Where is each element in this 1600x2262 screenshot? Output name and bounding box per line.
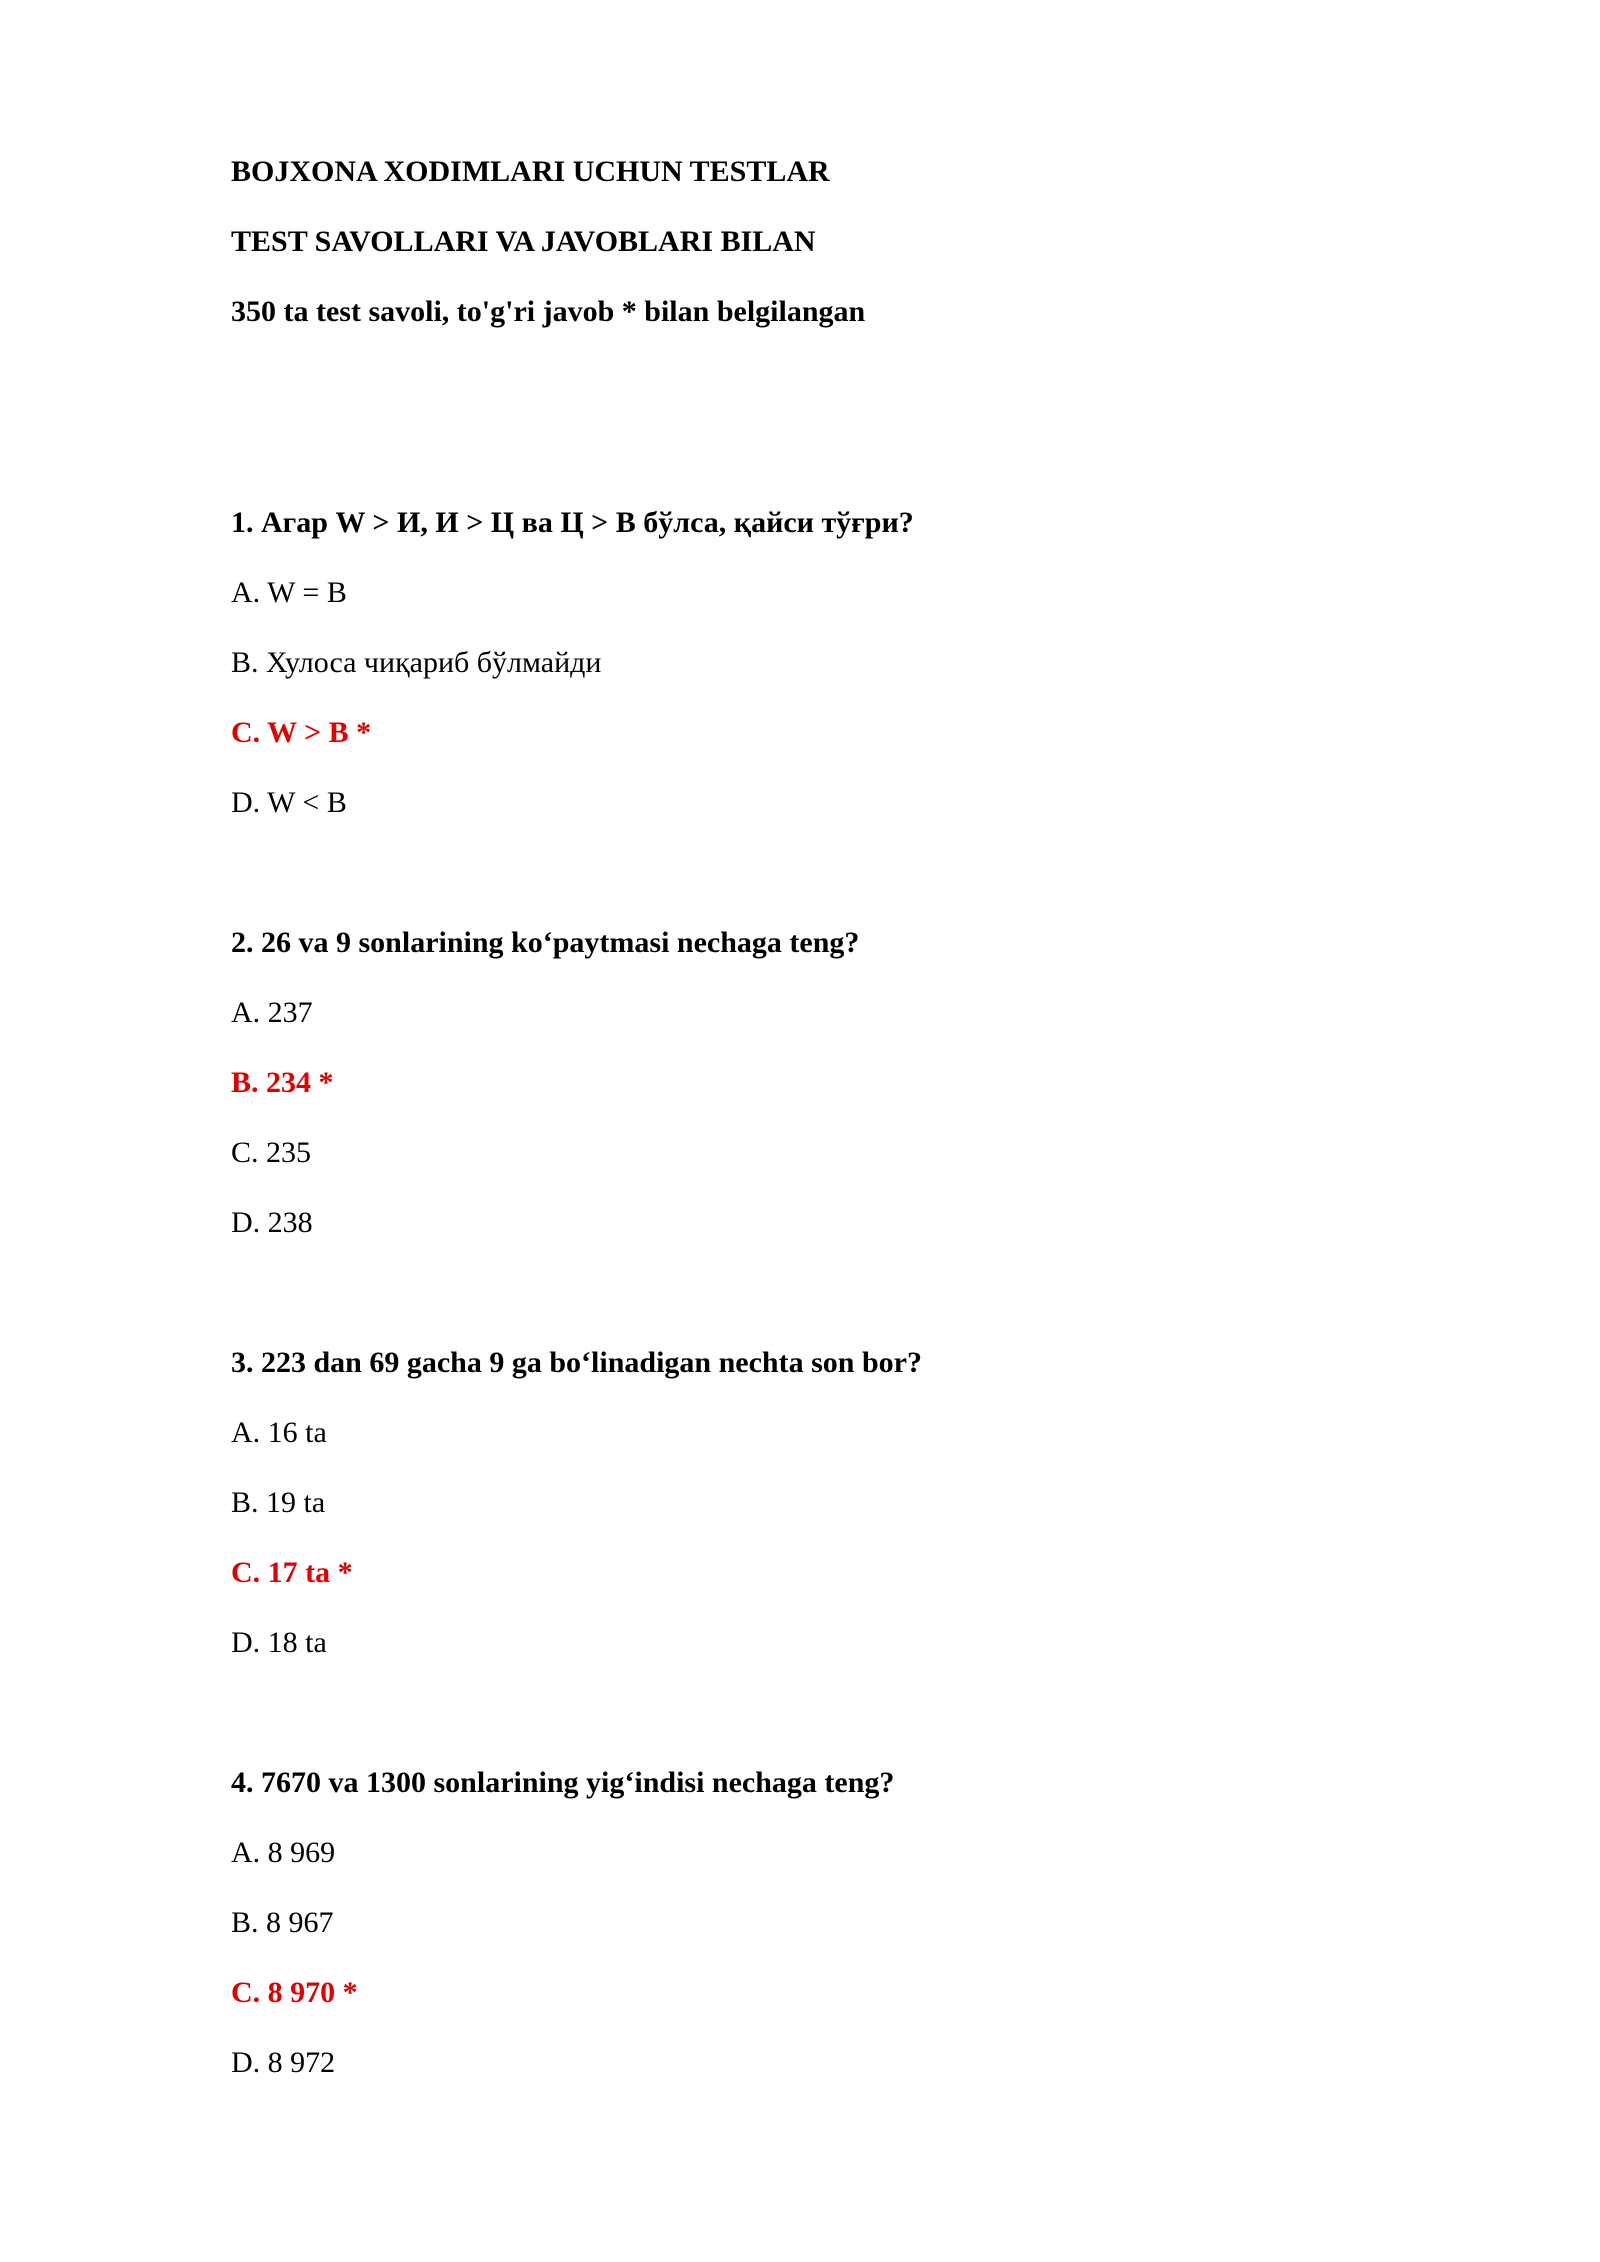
- document-title: BOJXONA XODIMLARI UCHUN TESTLAR: [231, 155, 830, 188]
- document-note: 350 ta test savoli, to'g'ri javob * bilan belgilangan: [231, 295, 866, 328]
- answer-option: A. 16 ta: [231, 1416, 327, 1449]
- answer-option: D. W < B: [231, 786, 347, 819]
- answer-option: D. 18 ta: [231, 1626, 327, 1659]
- answer-option: A. W = B: [231, 576, 347, 609]
- correct-answer-option: C. 8 970 *: [231, 1976, 358, 2009]
- question-text: 3. 223 dan 69 gacha 9 ga bo‘linadigan nechta son bor?: [231, 1346, 922, 1379]
- correct-answer-option: C. W > B *: [231, 716, 372, 749]
- answer-option: A. 237: [231, 996, 313, 1029]
- answer-option: B. Хулоса чиқариб бўлмайди: [231, 646, 602, 679]
- correct-answer-option: B. 234 *: [231, 1066, 334, 1099]
- question-text: 2. 26 va 9 sonlarining ko‘paytmasi nechaga teng?: [231, 926, 860, 959]
- question-text: 4. 7670 va 1300 sonlarining yig‘indisi nechaga teng?: [231, 1766, 895, 1799]
- document-subtitle: TEST SAVOLLARI VA JAVOBLARI BILAN: [231, 225, 816, 258]
- answer-option: B. 19 ta: [231, 1486, 326, 1519]
- answer-option: B. 8 967: [231, 1906, 334, 1939]
- answer-option: C. 235: [231, 1136, 312, 1169]
- correct-answer-option: C. 17 ta *: [231, 1556, 353, 1589]
- answer-option: D. 8 972: [231, 2046, 336, 2079]
- answer-option: A. 8 969: [231, 1836, 336, 1869]
- answer-option: D. 238: [231, 1206, 313, 1239]
- question-text: 1. Агар W > И, И > Ц ва Ц > В бўлса, қайси тўғри?: [231, 506, 914, 539]
